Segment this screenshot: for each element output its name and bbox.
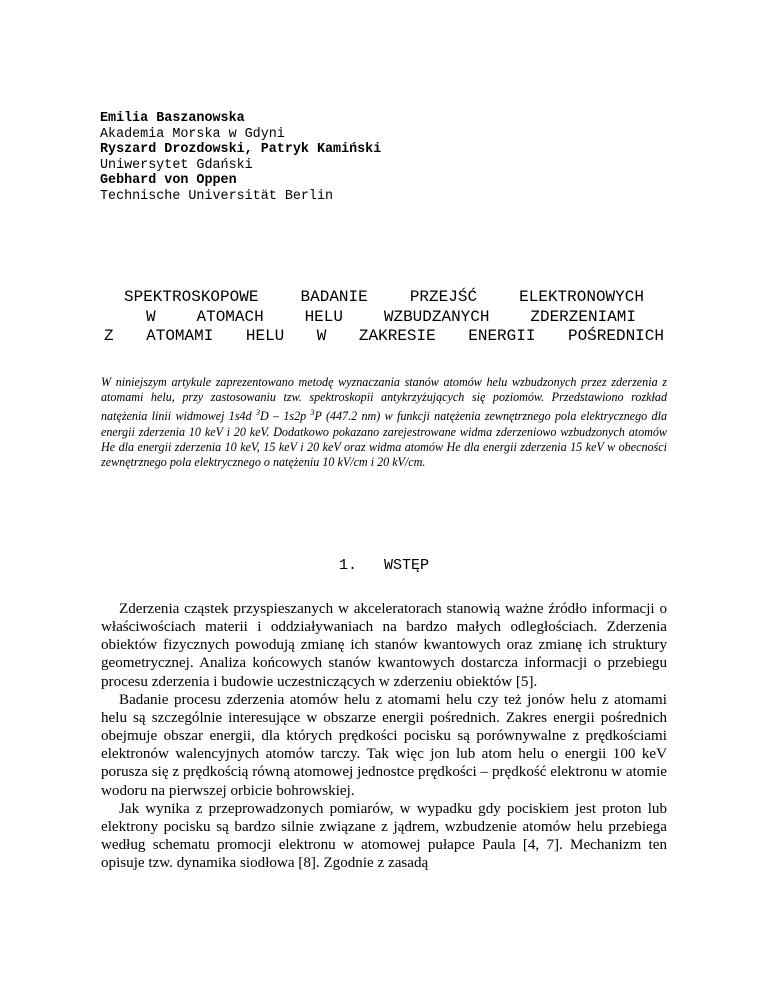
author-name: Emilia Baszanowska (100, 111, 245, 126)
title-line-3 (104, 327, 664, 347)
abstract-text: D – 1s2p (259, 409, 311, 424)
title-word: ELEKTRONOWYCH (519, 288, 644, 306)
title-word: HELU (304, 307, 343, 326)
paragraph: Jak wynika z przeprowadzonych pomiarów, w wypadku gdy pociskiem jest proton lub elektrony pocisku są bardzo silnie związane z jądrem, wzbudzenie atomów helu przebiega według schematu promocji elektronu w atomowej pułapce Paula [4, 7]. Mechanizm ten opisuje tzw. dynamika siodłowa [8]. Zgodnie z zasadą (101, 800, 667, 872)
title-word: ATOMAMI (146, 327, 214, 345)
title-word: SPEKTROSKOPOWE (124, 288, 259, 306)
title-line-1 (104, 288, 664, 308)
title-word: ENERGII (468, 327, 536, 345)
title-word: WZBUDZANYCH (383, 307, 490, 326)
author-affiliation: Akademia Morska w Gdyni (100, 126, 285, 142)
section-title: WSTĘP (384, 557, 430, 574)
title-word: BADANIE (300, 288, 368, 306)
title-word: Z (104, 327, 114, 345)
title-word: ATOMACH (196, 307, 264, 326)
abstract (101, 375, 667, 470)
abstract-text: W niniejszym artykule zaprezentowano metodę wyznaczania stanów atomów helu wzbudzonych przez zderzenia z atomami helu, przy zastosowaniu tzw. spektroskopii antykrzyżujących się poziomów. Przedstawiono rozkład natężenia linii widmowej 1s4d (101, 375, 667, 424)
paragraph: Zderzenia cząstek przyspieszanych w akceleratorach stanowią ważne źródło informacji o właściwościach materii i oddziaływaniach na bardzo małych odległościach. Zderzenia obiektów fizycznych powodują zmianę ich stanów kwantowych oraz zmianę ich struktury geometrycznej. Analiza końcowych stanów kwantowych dostarcza informacji o przebiegu procesu zderzenia i budowie uczestniczących w zderzeniu obiektów [5]. (101, 601, 667, 690)
title-word: W (316, 327, 327, 345)
title-word: HELU (245, 327, 285, 345)
author-name: Ryszard Drozdowski, Patryk Kamiński (100, 142, 382, 158)
title-word: W (146, 307, 156, 326)
title-word: POŚREDNICH (567, 327, 664, 345)
abstract-text: P (447.2 nm) w funkcji natężenia zewnętrznego pola elektrycznego dla energii zderzenia 10 keV i 20 keV. Dodatkowo pokazano zarejestrowane widma zderzeniowo wzbudzonych atomów He dla energii zderzenia 10 keV, 15 keV i 20 keV oraz widma atomów He dla energii zderzenia 15 keV w obecności zewnętrznego pola elektrycznego o natężeniu 10 kV/cm i 20 kV/cm. (101, 409, 667, 470)
author-name: Gebhard von Oppen (100, 173, 237, 189)
section-number: 1. (338, 557, 357, 574)
title-word: ZAKRESIE (358, 327, 436, 345)
paper-title (104, 288, 664, 347)
abstract-superscript: 3 (310, 408, 315, 418)
section-heading (0, 557, 768, 574)
author-block (100, 111, 381, 205)
body-text (101, 600, 667, 872)
author-affiliation: Uniwersytet Gdański (100, 157, 253, 173)
title-line-2 (104, 308, 664, 328)
title-word: ZDERZENIAMI (530, 307, 636, 326)
abstract-superscript: 3 (255, 408, 260, 418)
author-affiliation: Technische Universität Berlin (100, 188, 334, 204)
title-word: PRZEJŚĆ (409, 288, 478, 306)
paragraph: Badanie procesu zderzenia atomów helu z atomami helu czy też jonów helu z atomami helu są szczególnie interesujące w obszarze energii pośrednich. Zakres energii pośrednich obejmuje obszar energii, dla których prędkości pocisku są porównywalne z prędkościami elektronów walencyjnych atomów tarczy. Tak więc jon lub atom helu o energii 100 keV porusza się z prędkością równą atomowej jednostce prędkości – prędkość elektronu w atomie wodoru na pierwszej orbicie bohrowskiej. (101, 691, 667, 799)
